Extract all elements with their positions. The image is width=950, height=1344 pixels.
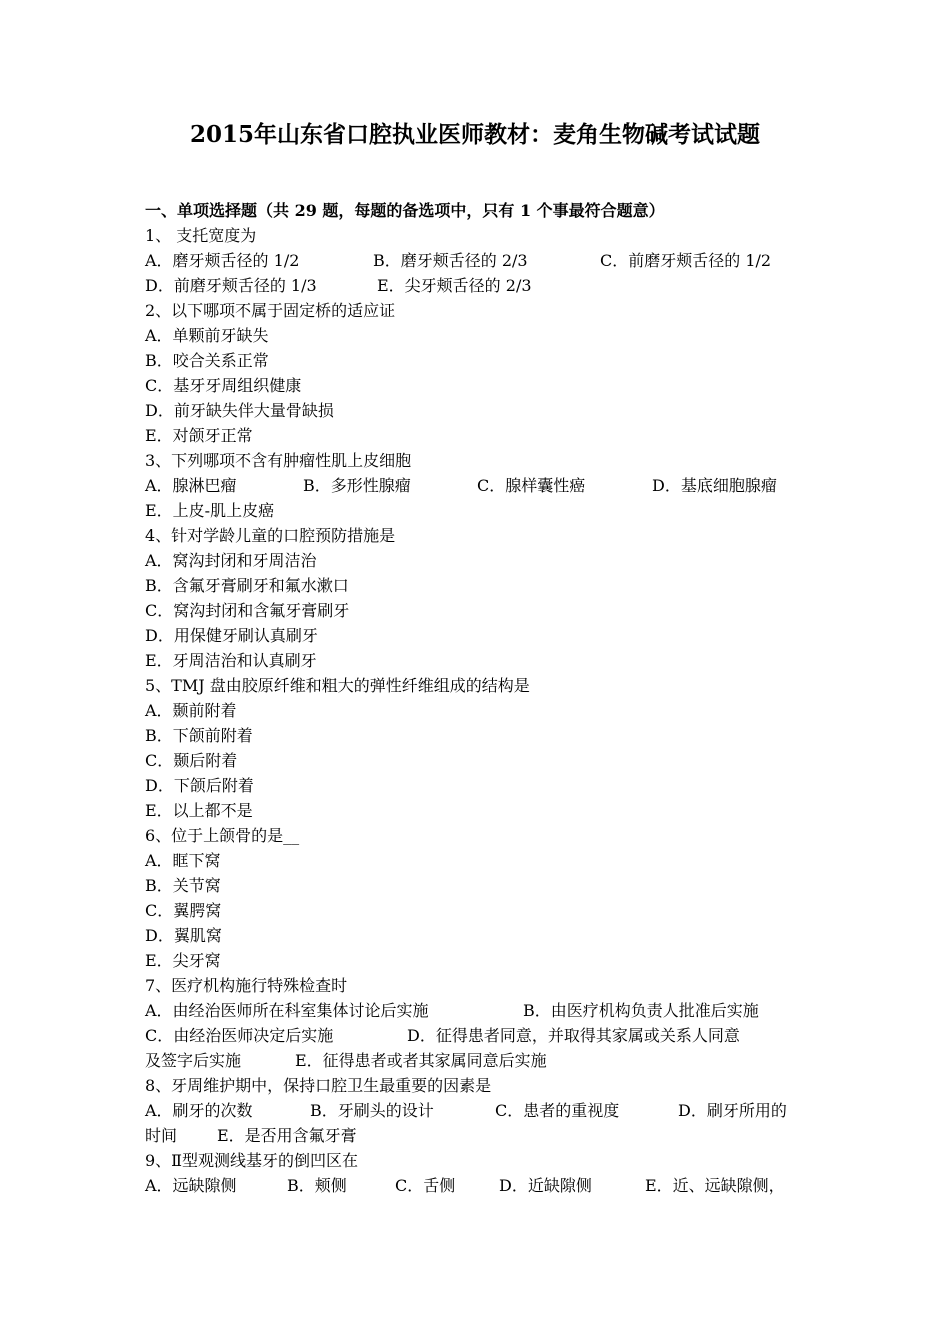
question-list [145,223,815,1198]
text-line [145,748,815,773]
text-segment: B．由医疗机构负责人批准后实施 [523,1001,759,1020]
text-segment: A．颞前附着 [145,701,237,720]
text-line [145,423,815,448]
text-line [145,373,815,398]
text-segment: D．近缺隙侧 [499,1176,592,1195]
text-segment: 1、 支托宽度为 [145,226,257,245]
text-line [145,323,815,348]
text-segment: B．磨牙颊舌径的 2/3 [373,251,528,270]
text-segment: E．是否用含氟牙膏 [217,1126,357,1145]
text-segment: C．窝沟封闭和含氟牙膏刷牙 [145,601,350,620]
text-segment: E．征得患者或者其家属同意后实施 [295,1051,547,1070]
text-segment: D．征得患者同意，并取得其家属或关系人同意 [407,1026,740,1045]
text-line [145,273,815,298]
document-title: 2015年山东省口腔执业医师教材：麦角生物碱考试试题 [189,121,760,148]
text-line [145,723,815,748]
text-line [145,1048,815,1073]
text-line [145,223,815,248]
text-line [145,348,815,373]
text-line [145,473,815,498]
text-line [145,298,815,323]
text-segment: A．腺淋巴瘤 [145,476,237,495]
text-segment: E．近、远缺隙侧， [645,1176,785,1195]
text-line [145,873,815,898]
text-segment: 4、针对学龄儿童的口腔预防措施是 [145,526,396,545]
text-segment: B．咬合关系正常 [145,351,269,370]
text-line [145,648,815,673]
text-line [145,973,815,998]
text-segment: 时间 [145,1126,178,1145]
text-line [145,1023,815,1048]
text-line [145,548,815,573]
text-line [145,898,815,923]
text-segment: D．翼肌窝 [145,926,222,945]
text-segment: A．单颗前牙缺失 [145,326,269,345]
text-segment: 及签字后实施 [145,1051,242,1070]
text-segment: D．下颌后附着 [145,776,254,795]
text-segment: C．舌侧 [395,1176,456,1195]
text-line [145,773,815,798]
text-segment: D．前牙缺失伴大量骨缺损 [145,401,334,420]
text-segment: C．颞后附着 [145,751,238,770]
text-line [145,998,815,1023]
text-segment: C．患者的重视度 [495,1101,620,1120]
text-segment: 9、Ⅱ型观测线基牙的倒凹区在 [145,1151,359,1170]
text-segment: 8、牙周维护期中，保持口腔卫生最重要的因素是 [145,1076,492,1095]
text-segment: A．窝沟封闭和牙周洁治 [145,551,317,570]
text-segment: B．下颌前附着 [145,726,253,745]
text-line [145,673,815,698]
text-line [145,948,815,973]
text-line [145,448,815,473]
text-line [145,598,815,623]
text-segment: C．由经治医师决定后实施 [145,1026,334,1045]
text-line [145,398,815,423]
text-line [145,248,815,273]
text-segment: B．关节窝 [145,876,221,895]
text-segment: B．牙刷头的设计 [310,1101,434,1120]
text-segment: 6、位于上颌骨的是__ [145,826,300,845]
text-line [145,1098,815,1123]
text-segment: E．尖牙颊舌径的 2/3 [377,276,532,295]
text-segment: B．含氟牙膏刷牙和氟水漱口 [145,576,349,595]
text-segment: B．颊侧 [287,1176,347,1195]
text-line [145,623,815,648]
text-line [145,523,815,548]
text-segment: A．远缺隙侧 [145,1176,237,1195]
text-segment: C．前磨牙颊舌径的 1/2 [600,251,772,270]
text-segment: E．尖牙窝 [145,951,221,970]
text-line [145,798,815,823]
text-segment: B．多形性腺瘤 [303,476,411,495]
text-segment: 5、TMJ 盘由胶原纤维和粗大的弹性纤维组成的结构是 [145,676,530,695]
text-segment: D．前磨牙颊舌径的 1/3 [145,276,317,295]
text-segment: C．基牙牙周组织健康 [145,376,302,395]
text-segment: D．基底细胞腺瘤 [652,476,777,495]
text-line [145,1073,815,1098]
text-line [145,1173,815,1198]
text-line [145,823,815,848]
text-line [145,698,815,723]
section-heading: 一、单项选择题（共 29 题，每题的备选项中，只有 1 个事最符合题意） [145,201,665,220]
text-segment: C．腺样囊性癌 [477,476,586,495]
text-segment: 3、下列哪项不含有肿瘤性肌上皮细胞 [145,451,412,470]
text-segment: E．对颌牙正常 [145,426,253,445]
text-segment: 2、以下哪项不属于固定桥的适应证 [145,301,396,320]
text-segment: E．以上都不是 [145,801,253,820]
text-line [145,573,815,598]
text-line [145,1148,815,1173]
text-segment: A．磨牙颊舌径的 1/2 [145,251,300,270]
text-segment: C．翼腭窝 [145,901,222,920]
text-segment: D．用保健牙刷认真刷牙 [145,626,318,645]
text-segment: A．刷牙的次数 [145,1101,253,1120]
text-line [145,1123,815,1148]
text-segment: 7、医疗机构施行特殊检查时 [145,976,348,995]
text-line [145,498,815,523]
text-segment: A．由经治医师所在科室集体讨论后实施 [145,1001,429,1020]
text-segment: E．上皮-肌上皮癌 [145,501,275,520]
text-segment: D．刷牙所用的 [678,1101,787,1120]
text-segment: A．眶下窝 [145,851,221,870]
text-segment: E．牙周洁治和认真刷牙 [145,651,317,670]
text-line [145,848,815,873]
text-line [145,923,815,948]
